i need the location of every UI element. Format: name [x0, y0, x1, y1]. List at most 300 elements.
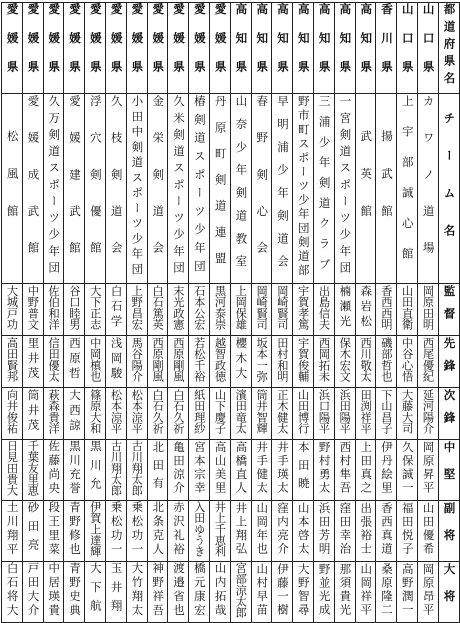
- taisho-cell-text: 山内拓哉: [213, 562, 228, 618]
- chuken-cell-text: 野村勇太: [317, 441, 332, 495]
- chuken-cell-text: 井手健太: [255, 441, 270, 495]
- senpo-cell: [2, 336, 23, 388]
- senpo-cell-text: 若松千裕: [192, 337, 206, 382]
- header-kantoku-text: 監督: [442, 285, 457, 330]
- fukusho-cell: [272, 501, 293, 562]
- taisho-cell-text: 山村早苗: [255, 563, 270, 617]
- team-name-cell: [147, 94, 168, 284]
- team-name-cell: [417, 94, 438, 284]
- kantoku-cell-text: 上岡保雄: [234, 285, 248, 330]
- kantoku-cell-text: 岡原田明: [421, 285, 435, 330]
- prefecture-cell: [189, 3, 210, 94]
- chuken-cell: [22, 440, 43, 501]
- kantoku-cell-text: 黒河泰崇: [213, 285, 227, 330]
- kantoku-cell: [355, 284, 376, 336]
- team-name-cell: [355, 94, 376, 284]
- taisho-cell-text: 神野祥吾: [151, 562, 166, 618]
- chuken-cell-text: 佐藤尚央: [47, 440, 62, 496]
- senpo-cell: [313, 336, 334, 388]
- taisho-cell-text: 橋元康宏: [192, 562, 207, 618]
- kantoku-cell: [272, 284, 293, 336]
- team-name-cell-text: 愛媛建武館: [68, 95, 83, 278]
- prefecture-cell-text: 高知県: [296, 3, 311, 89]
- jiho-cell: [251, 388, 272, 440]
- fukusho-cell-text: 井上千恵利: [213, 501, 227, 557]
- taisho-cell: [355, 562, 376, 623]
- fukusho-cell-text: 入田ゆうき: [192, 501, 206, 557]
- senpo-cell-text: 磯部哲也: [379, 337, 393, 382]
- taisho-cell: [64, 562, 85, 623]
- chuken-cell: [126, 440, 147, 501]
- taisho-cell: [397, 562, 418, 623]
- header-fukusho-text: 副将: [442, 502, 457, 556]
- team-name-cell: [272, 94, 293, 284]
- prefecture-cell: [272, 3, 293, 94]
- header-prefecture: [438, 3, 459, 94]
- jiho-cell: [22, 388, 43, 440]
- header-team-text: チーム名: [442, 111, 457, 262]
- team-name-cell-text: 山奈少年剣道教室: [234, 95, 249, 278]
- jiho-cell-text: 正木健太: [275, 389, 289, 434]
- taisho-cell: [376, 562, 397, 623]
- fukusho-cell-text: 砂田亮: [26, 501, 41, 557]
- taisho-cell: [293, 562, 314, 623]
- prefecture-cell: [168, 3, 189, 94]
- kantoku-cell-text: 谷口睦男: [67, 285, 81, 330]
- taisho-cell: [251, 562, 272, 623]
- jiho-cell: [293, 388, 314, 440]
- prefecture-cell-text: 愛媛県: [88, 3, 103, 89]
- team-name-cell-text: 丹原町剣道連盟: [213, 95, 228, 278]
- kantoku-cell-text: 岡崎賢司: [255, 285, 269, 330]
- jiho-cell: [417, 388, 438, 440]
- jiho-cell-text: 筒井茂: [26, 389, 41, 434]
- kantoku-cell-text: 宇賀孝篤: [296, 285, 310, 330]
- chuken-cell: [376, 440, 397, 501]
- taisho-cell: [2, 562, 23, 623]
- prefecture-cell-text: 高知県: [359, 3, 374, 89]
- fukusho-cell: [105, 501, 126, 562]
- fukusho-cell-text: 赤沢礼裕: [172, 501, 187, 557]
- team-name-cell: [397, 94, 418, 284]
- kantoku-cell-text: 石本公宏: [192, 285, 206, 330]
- taisho-cell-text: 岡原昂平: [421, 563, 436, 617]
- chuken-cell: [313, 440, 334, 501]
- chuken-cell: [209, 440, 230, 501]
- jiho-cell: [209, 388, 230, 440]
- fukusho-cell-text: 乗松功一: [130, 501, 145, 557]
- senpo-cell: [168, 336, 189, 388]
- chuken-row: [2, 440, 460, 501]
- fukusho-cell: [126, 501, 147, 562]
- taisho-cell-text: 那須貴光: [338, 563, 353, 617]
- taisho-cell-text: 桑原隆二: [379, 563, 394, 617]
- senpo-cell: [376, 336, 397, 388]
- jiho-cell-text: 篠原大和: [88, 389, 102, 434]
- jiho-cell-text: 松本涼平: [109, 389, 123, 434]
- kantoku-cell-text: 末光政憲: [171, 285, 185, 330]
- team-name-cell-text: 一宮剣道スポーツ少年団: [338, 95, 353, 278]
- prefecture-cell-text: 高知県: [255, 3, 270, 89]
- prefecture-cell: [417, 3, 438, 94]
- prefecture-cell-text: 高知県: [234, 3, 249, 89]
- prefecture-cell: [397, 3, 418, 94]
- header-taisho: [438, 562, 459, 623]
- fukusho-cell-text: 井上翔弘: [234, 502, 249, 556]
- senpo-cell-text: 西尾優紀: [421, 337, 435, 382]
- chuken-cell: [105, 440, 126, 501]
- team-name-cell: [105, 94, 126, 284]
- taisho-cell-text: 山岡祥平: [359, 563, 374, 617]
- chuken-cell: [417, 440, 438, 501]
- prefecture-cell: [209, 3, 230, 94]
- jiho-cell: [105, 388, 126, 440]
- taisho-cell-text: 高野潤一: [400, 563, 415, 617]
- senpo-cell: [147, 336, 168, 388]
- taisho-cell-text: 玉井翔: [109, 562, 124, 618]
- taisho-cell: [334, 562, 355, 623]
- fukusho-cell: [355, 501, 376, 562]
- chuken-cell-text: 本田暁: [296, 441, 311, 495]
- kantoku-cell-text: 白石学: [109, 285, 124, 330]
- header-team: [438, 94, 459, 284]
- fukusho-cell: [168, 501, 189, 562]
- chuken-cell: [272, 440, 293, 501]
- prefecture-cell: [293, 3, 314, 94]
- prefecture-cell-text: 愛媛県: [5, 3, 20, 89]
- jiho-cell: [43, 388, 64, 440]
- chuken-cell: [334, 440, 355, 501]
- prefecture-cell-text: 愛媛県: [151, 3, 166, 89]
- team-name-cell-text: 浮穴剣優館: [88, 95, 103, 278]
- kantoku-cell: [2, 284, 23, 336]
- chuken-cell-text: 古川翔太郎: [109, 440, 123, 496]
- prefecture-cell-text: 愛媛県: [213, 3, 228, 89]
- taisho-cell-text: 伊藤一樹: [276, 563, 290, 617]
- team-name-cell: [2, 94, 23, 284]
- jiho-cell: [2, 388, 23, 440]
- prefecture-cell-text: 愛媛県: [26, 3, 41, 89]
- taisho-row: [2, 562, 460, 623]
- chuken-cell-text: 北田有: [151, 441, 166, 495]
- jiho-cell: [147, 388, 168, 440]
- chuken-cell-text: 上田真之: [359, 441, 374, 495]
- kantoku-cell-text: 森岩松: [359, 285, 374, 330]
- fukusho-cell: [22, 501, 43, 562]
- senpo-cell-text: 西原剛風: [171, 337, 185, 382]
- fukusho-cell: [230, 501, 251, 562]
- chuken-cell-text: 久保誠一: [400, 441, 415, 495]
- fukusho-cell: [417, 501, 438, 562]
- team-name-cell-text: 松風館: [5, 130, 20, 243]
- jiho-cell-text: 下山昌子: [379, 389, 393, 434]
- senpo-cell-text: 宇賀俊輔: [296, 337, 310, 382]
- senpo-cell-text: 浅岡駿: [109, 337, 124, 382]
- team-name-cell-text: 久万剣道スポーツ少年団: [47, 95, 62, 278]
- fukusho-cell-text: 段王里菜: [47, 501, 62, 557]
- fukusho-row: [2, 501, 460, 562]
- senpo-cell-text: 中岡槙也: [88, 337, 102, 382]
- senpo-cell: [22, 336, 43, 388]
- kantoku-cell: [397, 284, 418, 336]
- senpo-row: [2, 336, 460, 388]
- jiho-cell-text: 松本涼平: [130, 389, 144, 434]
- chuken-cell-text: 高橋直人: [234, 441, 249, 495]
- taisho-cell-text: 中居瑛貴: [47, 562, 62, 618]
- prefecture-cell: [313, 3, 334, 94]
- senpo-cell-text: 中谷心悟: [400, 337, 414, 382]
- header-chuken-text: 中堅: [442, 441, 457, 495]
- fukusho-cell: [313, 501, 334, 562]
- prefecture-cell-text: 愛媛県: [172, 3, 187, 89]
- jiho-row: [2, 388, 460, 440]
- fukusho-cell-text: 山岡年也: [255, 502, 270, 556]
- fukusho-cell: [64, 501, 85, 562]
- jiho-cell: [376, 388, 397, 440]
- fukusho-cell-text: 山田優希: [421, 502, 436, 556]
- team-name-cell-text: 武英館: [359, 130, 374, 243]
- kantoku-cell-text: 上野昌宏: [130, 285, 144, 330]
- chuken-cell-text: 日見田貴大: [5, 440, 19, 496]
- team-name-cell: [126, 94, 147, 284]
- header-jiho-text: 次鋒: [442, 389, 457, 434]
- taisho-cell: [209, 562, 230, 623]
- kantoku-cell: [293, 284, 314, 336]
- team-name-cell-text: 春野剣心会: [255, 95, 270, 278]
- prefecture-cell-text: 高知県: [276, 3, 290, 89]
- kantoku-cell: [147, 284, 168, 336]
- senpo-cell: [417, 336, 438, 388]
- jiho-cell: [272, 388, 293, 440]
- team-name-cell: [334, 94, 355, 284]
- team-name-cell: [313, 94, 334, 284]
- taisho-cell-text: 白石将大: [5, 562, 20, 618]
- prefecture-cell-text: 愛媛県: [192, 3, 207, 89]
- chuken-cell: [85, 440, 106, 501]
- team-roster-table: [1, 2, 460, 623]
- prefecture-cell-text: 愛媛県: [47, 3, 62, 89]
- senpo-cell: [334, 336, 355, 388]
- prefecture-cell-text: 高知県: [338, 3, 353, 89]
- senpo-cell: [126, 336, 147, 388]
- team-name-cell-text: 揚武館: [379, 130, 394, 243]
- team-name-cell-text: 久枝剣道会: [109, 95, 124, 278]
- jiho-cell: [168, 388, 189, 440]
- senpo-cell: [355, 336, 376, 388]
- team-name-cell-text: 早明浦少年剣道会: [276, 95, 290, 278]
- prefecture-cell-text: 愛媛県: [109, 3, 124, 89]
- chuken-cell-text: 西村隼吾: [338, 441, 353, 495]
- taisho-cell: [417, 562, 438, 623]
- jiho-cell: [397, 388, 418, 440]
- kantoku-cell: [334, 284, 355, 336]
- jiho-cell: [126, 388, 147, 440]
- senpo-cell-text: 里井茂: [26, 337, 41, 382]
- prefecture-cell: [126, 3, 147, 94]
- senpo-cell-text: 越智政徳: [213, 337, 227, 382]
- jiho-cell-text: 大西諒: [68, 389, 83, 434]
- team-name-cell: [189, 94, 210, 284]
- jiho-cell-text: 大藤大司: [400, 389, 414, 434]
- kantoku-cell-text: 大下正志: [88, 285, 102, 330]
- senpo-cell: [189, 336, 210, 388]
- fukusho-cell-text: 福田悦子: [400, 502, 415, 556]
- fukusho-cell: [147, 501, 168, 562]
- taisho-cell-text: 戸田大介: [26, 562, 41, 618]
- fukusho-cell: [85, 501, 106, 562]
- team-name-cell: [64, 94, 85, 284]
- jiho-cell: [64, 388, 85, 440]
- fukusho-cell: [2, 501, 23, 562]
- team-name-cell: [293, 94, 314, 284]
- jiho-cell-text: 浜田陽平: [338, 389, 352, 434]
- taisho-cell-text: 野並光成: [317, 563, 332, 617]
- senpo-cell: [293, 336, 314, 388]
- prefecture-cell-text: 高知県: [317, 3, 332, 89]
- kantoku-cell: [189, 284, 210, 336]
- jiho-cell-text: 山田博行: [296, 389, 310, 434]
- senpo-cell-text: 高田賢邦: [5, 337, 19, 382]
- kantoku-cell: [251, 284, 272, 336]
- prefecture-cell-text: 香川県: [379, 3, 394, 89]
- jiho-cell-text: 田渕祥平: [359, 389, 373, 434]
- fukusho-cell: [293, 501, 314, 562]
- team-name-cell-text: 野市町スポーツ少年団剣道部: [296, 95, 311, 278]
- chuken-cell: [2, 440, 23, 501]
- jiho-cell: [313, 388, 334, 440]
- fukusho-cell-text: 香西真道: [379, 502, 394, 556]
- chuken-cell-text: 伊丹絵里: [379, 441, 394, 495]
- fukusho-cell-text: 山本啓太: [296, 502, 311, 556]
- senpo-cell: [209, 336, 230, 388]
- prefecture-cell-text: 山口県: [400, 3, 415, 89]
- team-name-cell-text: 愛媛成武館: [26, 95, 41, 278]
- team-name-cell-text: 上宇部誠心館: [400, 95, 415, 278]
- jiho-cell-text: 濱田竜太: [234, 389, 248, 434]
- chuken-cell: [397, 440, 418, 501]
- jiho-cell-text: 萩森貴洋: [47, 389, 61, 434]
- senpo-cell-text: 田村和明: [275, 337, 289, 382]
- taisho-cell: [189, 562, 210, 623]
- header-senpo: [438, 336, 459, 388]
- fukusho-cell-text: 浜田芳明: [317, 502, 332, 556]
- taisho-cell: [22, 562, 43, 623]
- chuken-cell-text: 高山美里: [213, 441, 228, 495]
- team-name-cell: [251, 94, 272, 284]
- team-name-cell-text: 久米剣道スポーツ少年団: [172, 95, 187, 278]
- chuken-cell-text: 宮本宗幸: [192, 441, 207, 495]
- kantoku-row: [2, 284, 460, 336]
- kantoku-cell: [376, 284, 397, 336]
- fukusho-cell: [376, 501, 397, 562]
- chuken-cell: [147, 440, 168, 501]
- senpo-cell-text: 西岡拓未: [317, 337, 331, 382]
- taisho-cell: [43, 562, 64, 623]
- chuken-cell: [64, 440, 85, 501]
- fukusho-cell-text: 青野修也: [68, 501, 83, 557]
- jiho-cell-text: 向井俊祐: [5, 389, 19, 434]
- team-name-cell: [22, 94, 43, 284]
- kantoku-cell: [64, 284, 85, 336]
- taisho-cell-text: 大下航: [88, 562, 103, 618]
- senpo-cell: [43, 336, 64, 388]
- header-jiho: [438, 388, 459, 440]
- taisho-cell-text: 青野史典: [68, 562, 83, 618]
- senpo-cell: [85, 336, 106, 388]
- kantoku-cell: [209, 284, 230, 336]
- taisho-cell: [230, 562, 251, 623]
- chuken-cell: [251, 440, 272, 501]
- prefecture-cell: [64, 3, 85, 94]
- chuken-cell-text: 黒川充誉: [68, 440, 83, 496]
- fukusho-cell-text: 窪内亮介: [276, 502, 290, 556]
- kantoku-cell-text: 佐伯和洋: [47, 285, 61, 330]
- team-name-cell-text: 小田中剣道スポーツ少年団: [130, 95, 145, 278]
- chuken-cell: [168, 440, 189, 501]
- kantoku-cell-text: 岡崎賢司: [275, 285, 289, 330]
- jiho-cell: [355, 388, 376, 440]
- fukusho-cell: [189, 501, 210, 562]
- kantoku-cell-text: 出島信夫: [317, 285, 331, 330]
- jiho-cell: [230, 388, 251, 440]
- jiho-cell: [189, 388, 210, 440]
- senpo-cell: [105, 336, 126, 388]
- senpo-cell: [397, 336, 418, 388]
- kantoku-cell: [168, 284, 189, 336]
- fukusho-cell-text: 窪田幸治: [338, 502, 353, 556]
- taisho-cell: [168, 562, 189, 623]
- taisho-cell: [313, 562, 334, 623]
- senpo-cell-text: 西川敬太: [359, 337, 373, 382]
- chuken-cell: [43, 440, 64, 501]
- jiho-cell-text: 浜口陽平: [317, 389, 331, 434]
- fukusho-cell-text: 乗松功一: [109, 501, 124, 557]
- taisho-cell: [147, 562, 168, 623]
- team-name-row: [2, 94, 460, 284]
- kantoku-cell: [230, 284, 251, 336]
- prefecture-row: [2, 3, 460, 94]
- prefecture-cell: [2, 3, 23, 94]
- chuken-cell: [293, 440, 314, 501]
- kantoku-cell: [22, 284, 43, 336]
- prefecture-cell: [85, 3, 106, 94]
- kantoku-cell-text: 香西西明: [379, 285, 393, 330]
- chuken-cell-text: 千葉友里恵: [26, 440, 40, 496]
- team-name-cell: [209, 94, 230, 284]
- taisho-cell-text: 大野智尋: [296, 563, 311, 617]
- prefecture-cell: [147, 3, 168, 94]
- fukusho-cell: [251, 501, 272, 562]
- jiho-cell-text: 延河陽介: [421, 389, 435, 434]
- team-name-cell-text: カワノ道場: [421, 95, 436, 278]
- fukusho-cell: [397, 501, 418, 562]
- team-name-cell-text: 三浦少年剣道クラブ: [317, 95, 332, 278]
- header-kantoku: [438, 284, 459, 336]
- kantoku-cell: [105, 284, 126, 336]
- prefecture-cell: [230, 3, 251, 94]
- header-fukusho: [438, 501, 459, 562]
- kantoku-cell-text: 大城戸功: [5, 285, 19, 330]
- fukusho-cell: [43, 501, 64, 562]
- chuken-cell: [189, 440, 210, 501]
- prefecture-cell: [22, 3, 43, 94]
- jiho-cell-text: 山下慶子: [213, 389, 227, 434]
- prefecture-cell: [43, 3, 64, 94]
- team-name-cell: [85, 94, 106, 284]
- fukusho-cell: [209, 501, 230, 562]
- prefecture-cell-text: 愛媛県: [130, 3, 145, 89]
- senpo-cell-text: 坂本一弥: [255, 337, 269, 382]
